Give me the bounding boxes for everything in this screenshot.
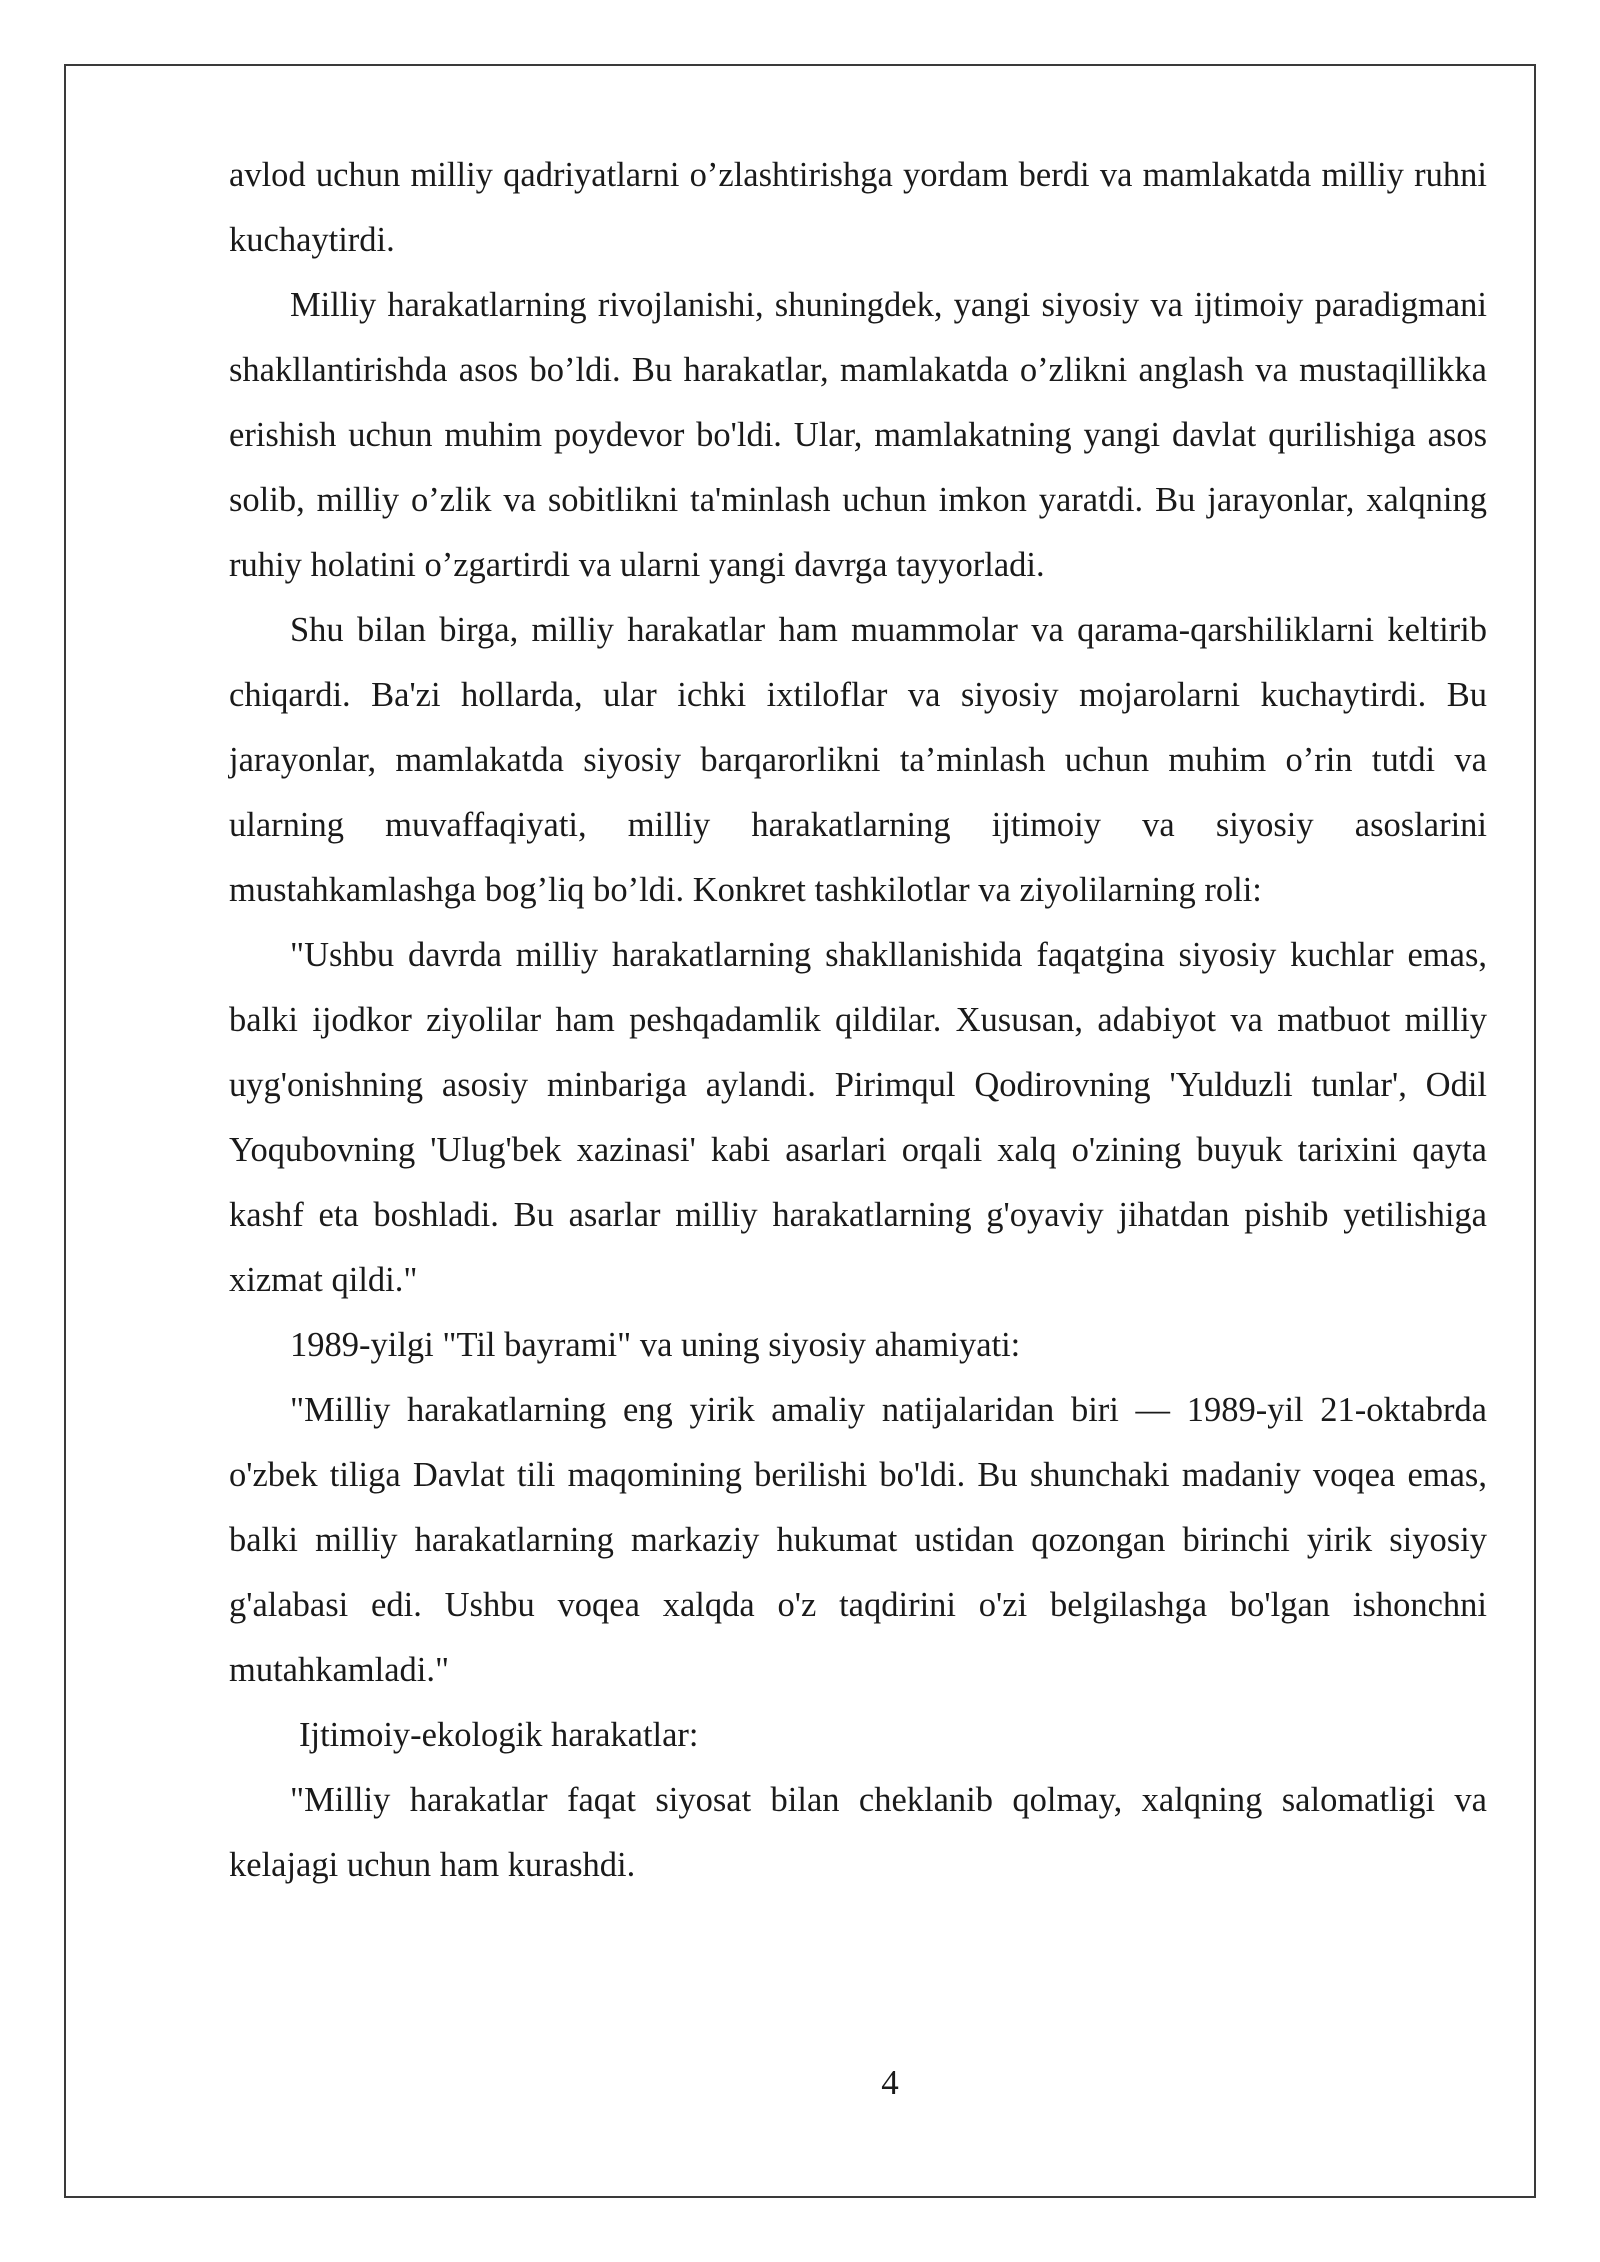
paragraph: Shu bilan birga, milliy harakatlar ham muammolar va qarama-qarshiliklarni keltirib chiqardi. Ba'zi hollarda, ular ichki ixtiloflar va siyosiy mojarolarni kuchaytirdi. Bu jarayonlar, mamlakatda siyosiy barqarorlikni ta’minlash uchun muhim o’rin tutdi va ularning muvaffaqiyati, milliy harakatlarning ijtimoiy va siyosiy asoslarini mustahkamlashga bog’liq bo’ldi. Konkret tashkilotlar va ziyolilarning roli:	[229, 611, 1487, 909]
paragraph: Milliy harakatlarning rivojlanishi, shuningdek, yangi siyosiy va ijtimoiy paradigmani shakllantirishda asos bo’ldi. Bu harakatlar, mamlakatda o’zlikni anglash va mustaqillikka erishish uchun muhim poydevor bo'ldi. Ular, mamlakatning yangi davlat qurilishiga asos solib, milliy o’zlik va sobitlikni ta'minlash uchun imkon yaratdi. Bu jarayonlar, xalqning ruhiy holatini o’zgartirdi va ularni yangi davrga tayyorladi.	[229, 286, 1487, 584]
quoted-paragraph: "Milliy harakatlarning eng yirik amaliy natijalaridan biri — 1989-yil 21-oktabrda o'zbek tiliga Davlat tili maqomining berilishi bo'ldi. Bu shunchaki madaniy voqea emas, balki milliy harakatlarning markaziy hukumat ustidan qozongan birinchi yirik siyosiy g'alabasi edi. Ushbu voqea xalqda o'z taqdirini o'zi belgilashga bo'lgan ishonchni mutahkamladi."	[229, 1391, 1487, 1689]
paragraph-continuation: avlod uchun milliy qadriyatlarni o’zlashtirishga yordam berdi va mamlakatda milliy ruhni kuchaytirdi.	[229, 156, 1487, 259]
quoted-paragraph: "Milliy harakatlar faqat siyosat bilan cheklanib qolmay, xalqning salomatligi va kelajagi uchun ham kurashdi.	[229, 1781, 1487, 1884]
section-heading: Ijtimoiy-ekologik harakatlar:	[299, 1716, 699, 1754]
quoted-paragraph: "Ushbu davrda milliy harakatlarning shakllanishida faqatgina siyosiy kuchlar emas, balki ijodkor ziyolilar ham peshqadamlik qildilar. Xususan, adabiyot va matbuot milliy uyg'onishning asosiy minbariga aylandi. Pirimqul Qodirovning 'Yulduzli tunlar', Odil Yoqubovning 'Ulug'bek xazinasi' kabi asarlari orqali xalq o'zining buyuk tarixini qayta kashf eta boshladi. Bu asarlar milliy harakatlarning g'oyaviy jihatdan pishib yetilishiga xizmat qildi."	[229, 936, 1487, 1299]
section-heading: 1989-yilgi "Til bayrami" va uning siyosiy ahamiyati:	[290, 1326, 1021, 1364]
page-number: 4	[881, 2063, 899, 2102]
document-body	[229, 143, 1487, 1898]
